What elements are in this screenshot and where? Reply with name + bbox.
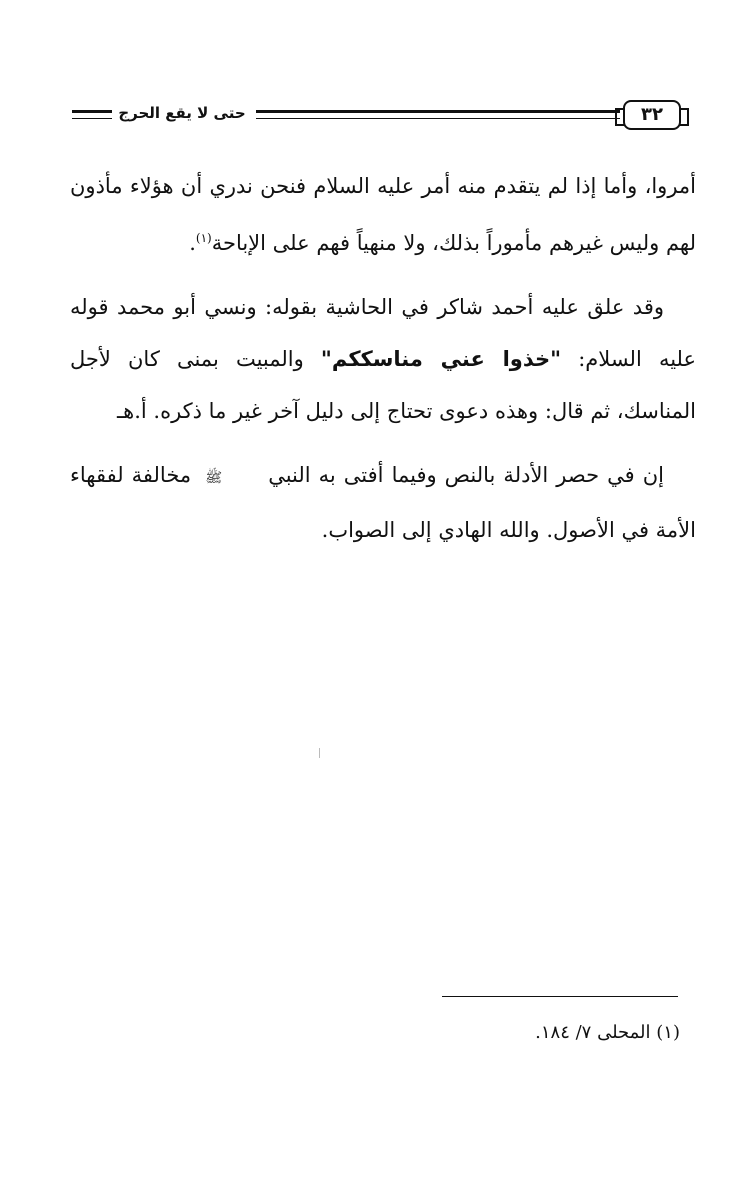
- header-rule-bottom: [256, 118, 620, 119]
- paragraph-2-quote: "خذوا عني مناسككم": [320, 347, 562, 371]
- paragraph-1-end: .: [189, 231, 196, 255]
- footnote: (١) المحلى ٧/ ١٨٤.: [535, 1022, 680, 1043]
- running-title: حتى لا يقع الحرج: [118, 104, 246, 122]
- paragraph-1-text: أمروا، وأما إذا لم يتقدم منه أمر عليه السلام فنحن ندري أن هؤلاء مأذون لهم وليس غيرهم مأموراً بذلك، ولا منهياً فهم على الإباحة: [70, 174, 696, 255]
- paragraph-3-start: إن في حصر الأدلة بالنص وفيما أفتى به النبي: [268, 463, 664, 487]
- header-rule-left-bottom: [72, 118, 112, 119]
- paragraph-2: [70, 281, 696, 437]
- salutation-glyph: ﷺ: [205, 470, 223, 486]
- scan-speck: [319, 748, 320, 758]
- main-text: [70, 160, 696, 568]
- paragraph-1: [70, 160, 696, 269]
- footnote-reference: (١): [195, 231, 212, 245]
- paragraph-3-end: مخالفة لفقهاء الأمة في الأصول. والله الهادي إلى الصواب.: [70, 463, 696, 542]
- header-rule-top: [256, 110, 620, 113]
- paragraph-2-start: وقد علق عليه أحمد شاكر في الحاشية بقوله: ونسي أبو محمد قوله عليه السلام:: [70, 295, 697, 371]
- paragraph-2-end: والمبيت بمنى كان لأجل المناسك، ثم قال: وهذه دعوى تحتاج إلى دليل آخر غير ما ذكره. أ.هـ: [70, 347, 696, 423]
- page-number: ٣٢: [623, 100, 681, 130]
- header-rule-left-top: [72, 110, 112, 113]
- footnote-divider: [442, 996, 678, 997]
- paragraph-3: [70, 449, 696, 556]
